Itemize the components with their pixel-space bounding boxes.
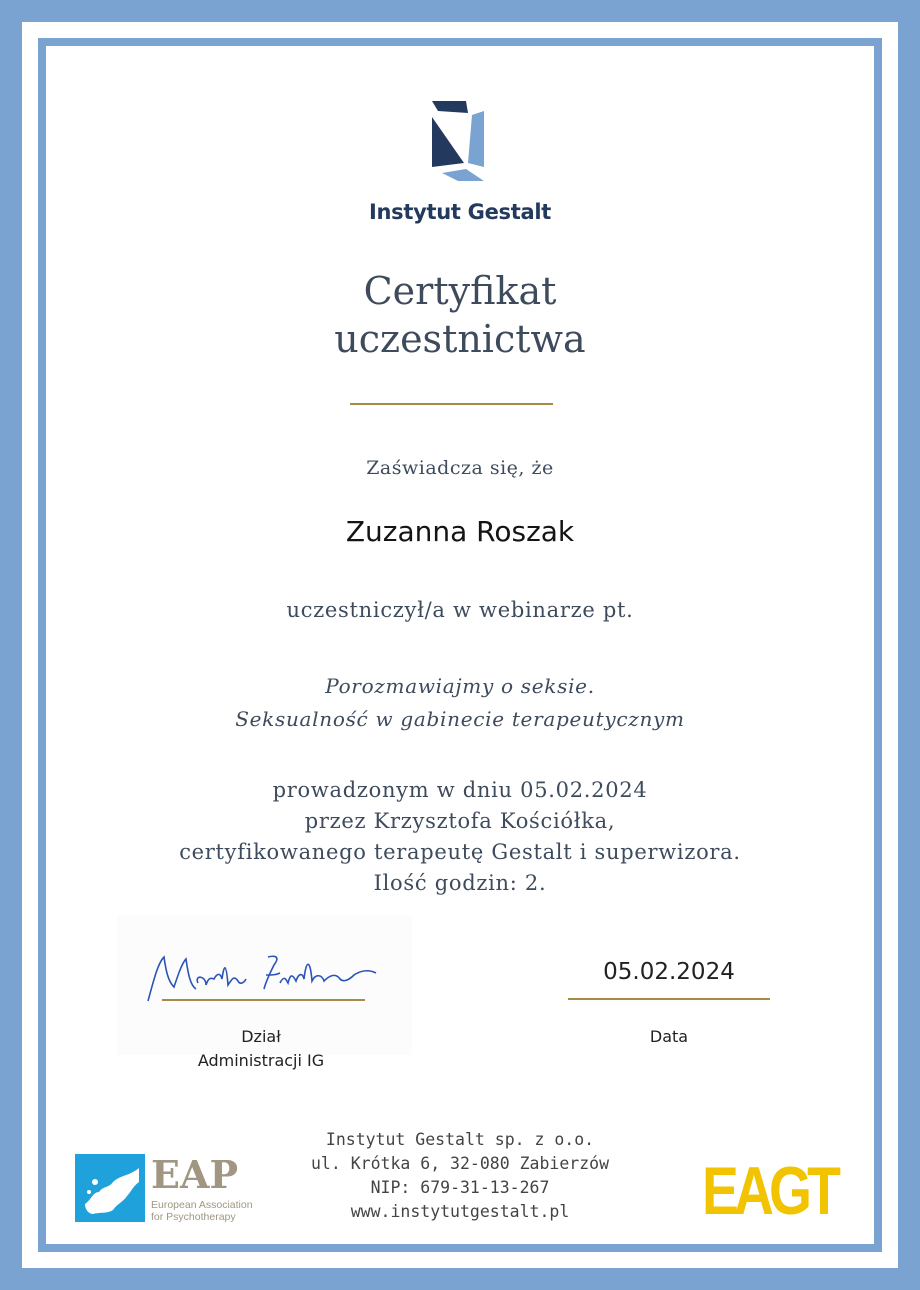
signature-label-line1: Dział — [241, 1027, 281, 1046]
eap-logo — [75, 1152, 255, 1224]
webinar-title-line1: Porozmawiajmy o seksie. — [325, 674, 595, 698]
organization-name: Instytut Gestalt — [369, 200, 551, 224]
signature-label — [160, 1025, 362, 1073]
date-line — [568, 998, 770, 1000]
footer-address: ul. Krótka 6, 32-080 Zabierzów — [310, 1154, 609, 1173]
footer-company: Instytut Gestalt sp. z o.o. — [325, 1130, 595, 1149]
eagt-logo-text: EAGT — [702, 1153, 841, 1229]
date-label: Data — [649, 1027, 689, 1046]
title-divider — [350, 403, 553, 405]
signature-line — [162, 999, 365, 1001]
handwritten-signature — [140, 935, 390, 1005]
certifies-text: Zaświadcza się, że — [366, 457, 554, 479]
eap-logo-abbr: EAP — [151, 1152, 239, 1197]
participant-name: Zuzanna Roszak — [345, 515, 575, 548]
webinar-title — [0, 670, 920, 736]
signature-label-line2: Administracji IG — [197, 1051, 325, 1070]
instytut-gestalt-logo-icon — [428, 101, 488, 181]
footer-website: www.instytutgestalt.pl — [350, 1202, 570, 1221]
certificate-title — [0, 267, 920, 363]
participated-text: uczestniczył/a w webinarze pt. — [286, 598, 634, 622]
footer-nip: NIP: 679-31-13-267 — [370, 1178, 550, 1197]
details-date-line: prowadzonym w dniu 05.02.2024 — [272, 778, 648, 802]
issue-date: 05.02.2024 — [603, 959, 735, 985]
certificate-title-line2: uczestnictwa — [334, 317, 586, 361]
certificate-title-line1: Certyfikat — [363, 269, 557, 313]
details-trainer-line: przez Krzysztofa Kościółka, — [304, 809, 616, 833]
eap-logo-line1: European Association — [151, 1199, 253, 1211]
details-qualification-line: certyfikowanego terapeutę Gestalt i superwizora. — [179, 840, 741, 864]
eap-logo-line2: for Psychotherapy — [151, 1211, 236, 1223]
eagt-logo — [700, 1153, 841, 1229]
webinar-details — [0, 775, 920, 899]
webinar-title-line2: Seksualność w gabinecie terapeutycznym — [235, 707, 685, 731]
details-hours-line: Ilość godzin: 2. — [373, 871, 547, 895]
